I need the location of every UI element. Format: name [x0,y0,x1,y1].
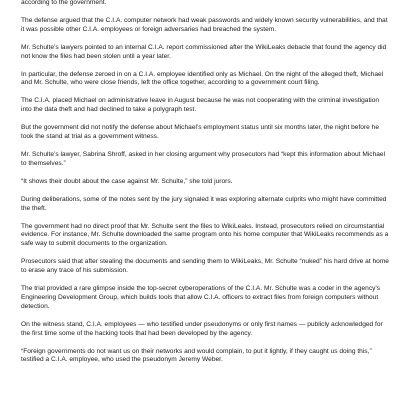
article-paragraph: The government had no direct proof that Mr. Schulte sent the files to WikiLeaks. Instead, prosecutors relied on circumstantial evidence. For instance, Mr. Schulte downloaded the same program onto his home computer that WikiLeaks recommends as a safe way to submit documents to the organization. [21,222,389,248]
article-paragraph: In particular, the defense zeroed in on a C.I.A. employee identified only as Michael. On the night of the alleged theft, Michael and Mr. Schulte, who were close friends, left the office together, according to a government court filing. [21,70,384,87]
article-paragraph: During deliberations, some of the notes sent by the jury signaled it was exploring alternate culprits who might have committed the theft. [21,195,387,212]
article-paragraph: according to the government. [21,0,107,6]
article-paragraph: The trial provided a rare glimpse inside the top-secret cyberoperations of the C.I.A. Mr. Schulte was a coder in the agency’s Engineering Development Group, which builds tools that allow C.I.A. officers to extract files from foreign computers without detection. [21,285,381,310]
article-paragraph: On the witness stand, C.I.A. employees — who testified under pseudonyms or only first names — publicly acknowledged for the first time some of the hacking tools that had been developed by the agency. [21,320,383,337]
article-paragraph: “Foreign governments do not want us on their networks and would complain, to put it lightly, if they caught us doing this,” testified a C.I.A. employee, who used the pseudonym Jeremy Weber. [21,347,372,364]
article-paragraph: The C.I.A. placed Michael on administrative leave in August because he was not cooperating with the criminal investigation into the data theft and had declined to take a polygraph test. [21,97,380,114]
article-paragraph: Prosecutors said that after stealing the documents and sending them to WikiLeaks, Mr. Schulte “nuked” his hard drive at home to erase any trace of his submission. [21,258,389,275]
article-paragraph: “It shows their doubt about the case against Mr. Schulte,” she told jurors. [21,177,233,185]
article-paragraph: Mr. Schulte’s lawyer, Sabrina Shroff, asked in her closing argument why prosecutors had “kept this information about Michael to themselves.” [21,150,386,167]
article-body [21,0,391,374]
article-paragraph: Mr. Schulte’s lawyers pointed to an internal C.I.A. report commissioned after the WikiLeaks debacle that found the agency did not know the files had been stolen until a year later. [21,43,387,60]
article-paragraph: The defense argued that the C.I.A. computer network had weak passwords and widely known security vulnerabilities, and that it was possible other C.I.A. employees or foreign adversaries had breached the system. [21,16,388,33]
article-paragraph: But the government did not notify the defense about Michael’s employment status until six months later, the night before he took the stand at trial as a government witness. [21,124,379,141]
